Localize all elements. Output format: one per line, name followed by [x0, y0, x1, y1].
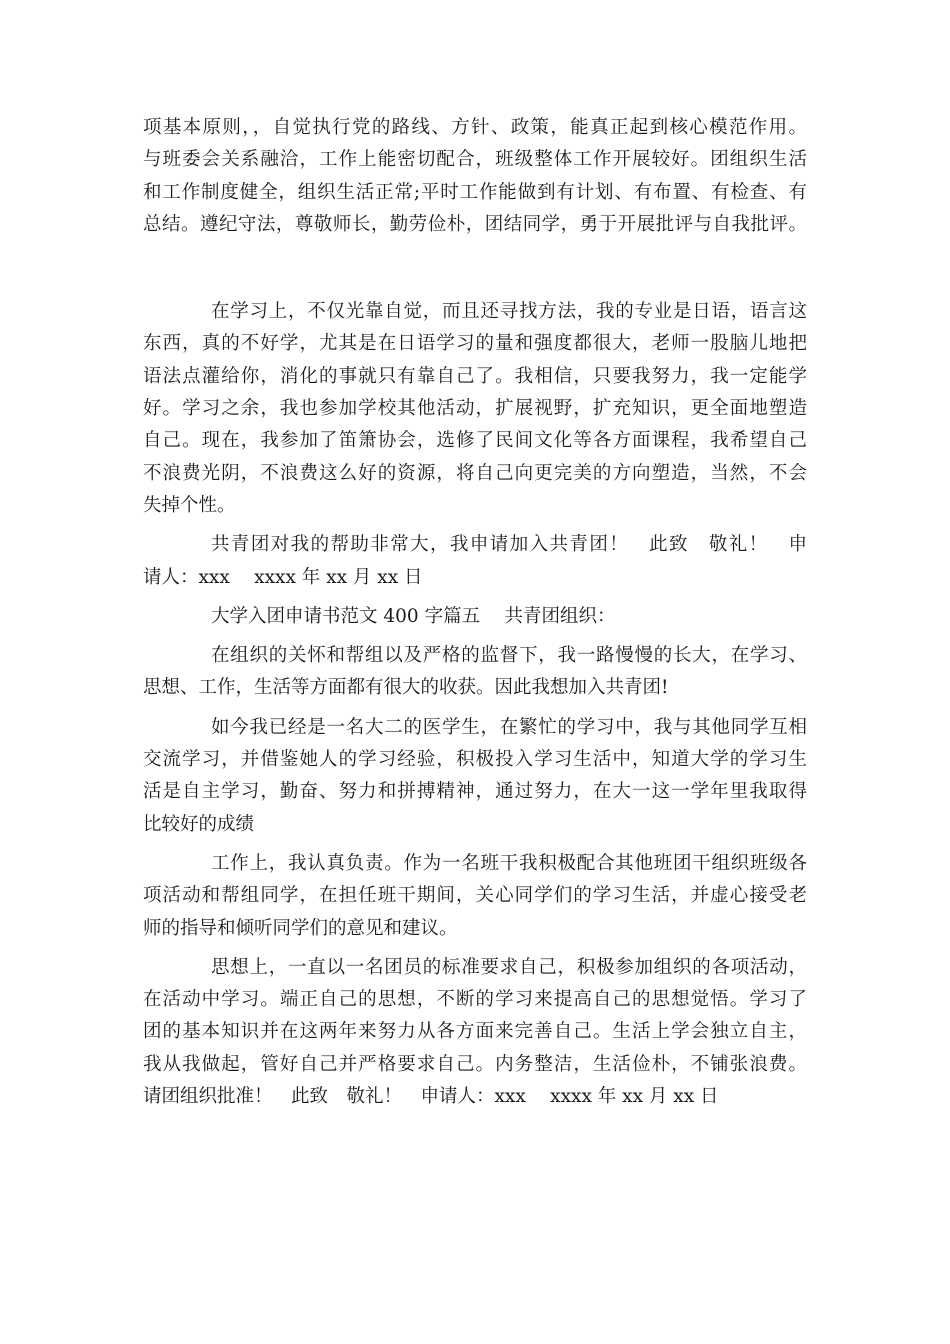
- text-line: 请团组织批准！ 此致 敬礼！ 申请人：xxx xxxx 年 xx 月 xx 日: [143, 1086, 719, 1108]
- paragraph: [143, 529, 807, 594]
- text-line: 团的基本知识并在这两年来努力从各方面来完善自己。生活上学会独立自主，: [143, 1021, 807, 1043]
- paragraph: [143, 296, 807, 522]
- text-line: 交流学习，并借鉴她人的学习经验，积极投入学习生活中，知道大学的学习生: [143, 749, 807, 771]
- text-line: 和工作制度健全，组织生活正常;平时工作能做到有计划、有布置、有检查、有: [143, 181, 807, 203]
- paragraph-spacer: [143, 945, 807, 952]
- text-line: 我从我做起，管好自己并严格要求自己。内务整洁，生活俭朴，不铺张浪费。: [143, 1053, 807, 1075]
- text-line: 东西，真的不好学，尤其是在日语学习的量和强度都很大，老师一股脑儿地把: [143, 333, 807, 355]
- text-line: 语法点灌给你，消化的事就只有靠自己了。我相信，只要我努力，我一定能学: [143, 365, 807, 387]
- paragraph: [143, 952, 807, 1113]
- text-line: 不浪费光阴，不浪费这么好的资源，将自己向更完美的方向塑造，当然，不会: [143, 462, 807, 484]
- text-line: 与班委会关系融洽，工作上能密切配合，班级整体工作开展较好。团组织生活: [143, 149, 807, 171]
- text-line: 思想上，一直以一名团员的标准要求自己，积极参加组织的各项活动，: [211, 956, 807, 978]
- paragraph: [143, 640, 807, 705]
- paragraph-spacer: [143, 522, 807, 529]
- paragraph-spacer: [143, 633, 807, 640]
- paragraph: [143, 112, 807, 241]
- text-line: 失掉个性。: [143, 494, 236, 516]
- text-line: 活是自主学习，勤奋、努力和拼搏精神，通过努力，在大一这一学年里我取得: [143, 781, 807, 803]
- text-line: 项基本原则，，自觉执行党的路线、方针、政策，能真正起到核心模范作用。: [143, 117, 807, 138]
- text-line: 自己。现在，我参加了笛箫协会，选修了民间文化等各方面课程，我希望自己: [143, 430, 807, 452]
- paragraph-spacer: [143, 841, 807, 848]
- paragraph: [143, 601, 807, 633]
- paragraph: [143, 848, 807, 945]
- text-line: 项活动和帮组同学，在担任班干期间，关心同学们的学习生活，并虚心接受老: [143, 885, 807, 907]
- text-line: 请人：xxx xxxx 年 xx 月 xx 日: [143, 566, 423, 588]
- paragraph-spacer: [143, 241, 807, 296]
- text-line: 思想、工作，生活等方面都有很大的收获。因此我想加入共青团!: [143, 677, 669, 699]
- paragraph: [143, 712, 807, 841]
- text-line: 共青团对我的帮助非常大，我申请加入共青团！ 此致 敬礼！ 申: [211, 534, 807, 556]
- document-body: [143, 112, 807, 1113]
- text-line: 在活动中学习。端正自己的思想，不断的学习来提高自己的思想觉悟。学习了: [143, 989, 807, 1011]
- text-line: 工作上，我认真负责。作为一名班干我积极配合其他班团干组织班级各: [211, 852, 807, 874]
- text-line: 如今我已经是一名大二的医学生，在繁忙的学习中，我与其他同学互相: [211, 716, 807, 738]
- section-heading: 大学入团申请书范文 400 字篇五 共青团组织：: [211, 605, 616, 627]
- text-line: 好。学习之余，我也参加学校其他活动，扩展视野，扩充知识，更全面地塑造: [143, 398, 807, 420]
- text-line: 总结。遵纪守法，尊敬师长，勤劳俭朴，团结同学，勇于开展批评与自我批评。: [143, 213, 807, 235]
- text-line: 在学习上，不仅光靠自觉，而且还寻找方法，我的专业是日语，语言这: [211, 301, 807, 323]
- text-line: 师的指导和倾听同学们的意见和建议。: [143, 917, 458, 939]
- paragraph-spacer: [143, 594, 807, 601]
- text-line: 比较好的成绩: [143, 813, 255, 835]
- paragraph-spacer: [143, 705, 807, 712]
- text-line: 在组织的关怀和帮组以及严格的监督下，我一路慢慢的长大，在学习、: [211, 645, 807, 667]
